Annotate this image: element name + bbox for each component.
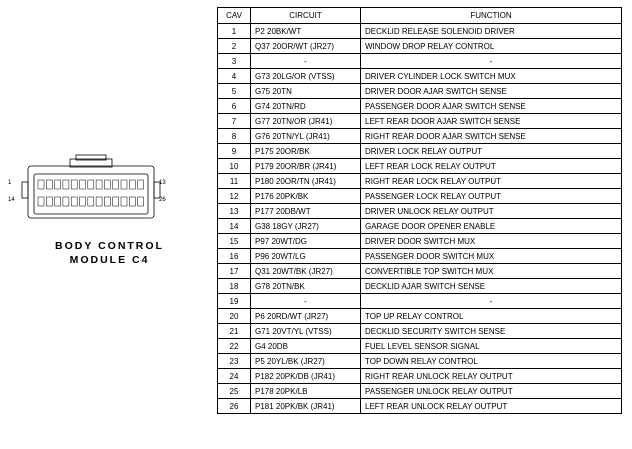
function-cell: LEFT REAR DOOR AJAR SWITCH SENSE [361, 114, 622, 129]
function-cell: - [361, 54, 622, 69]
function-cell: RIGHT REAR LOCK RELAY OUTPUT [361, 174, 622, 189]
circuit-cell: G77 20TN/OR (JR41) [251, 114, 361, 129]
connector-cavity [121, 197, 127, 206]
cav-cell: 4 [218, 69, 251, 84]
header-cav: CAV [218, 8, 251, 24]
cav-cell: 18 [218, 279, 251, 294]
function-cell: PASSENGER UNLOCK RELAY OUTPUT [361, 384, 622, 399]
cav-cell: 17 [218, 264, 251, 279]
table-row [218, 24, 622, 39]
caption-line-1: BODY CONTROL [55, 240, 164, 252]
table-row [218, 249, 622, 264]
connector-cavity [104, 197, 110, 206]
circuit-cell: G73 20LG/OR (VTSS) [251, 69, 361, 84]
connector-cavity [96, 197, 102, 206]
cav-cell: 19 [218, 294, 251, 309]
table-row [218, 234, 622, 249]
connector-cavity [96, 180, 102, 189]
function-cell: GARAGE DOOR OPENER ENABLE [361, 219, 622, 234]
circuit-cell: Q37 20OR/WT (JR27) [251, 39, 361, 54]
circuit-cell: P96 20WT/LG [251, 249, 361, 264]
connector-cavity [121, 180, 127, 189]
connector-cavity [46, 197, 52, 206]
table-row [218, 369, 622, 384]
circuit-cell: P6 20RD/WT (JR27) [251, 309, 361, 324]
table-row [218, 159, 622, 174]
cav-cell: 7 [218, 114, 251, 129]
function-cell: CONVERTIBLE TOP SWITCH MUX [361, 264, 622, 279]
table-row [218, 354, 622, 369]
cav-cell: 6 [218, 99, 251, 114]
cav-cell: 22 [218, 339, 251, 354]
table-row [218, 174, 622, 189]
pinout-table [217, 7, 622, 414]
header-circuit: CIRCUIT [251, 8, 361, 24]
circuit-cell: P180 20OR/TN (JR41) [251, 174, 361, 189]
connector-cavity [46, 180, 52, 189]
function-cell: LEFT REAR UNLOCK RELAY OUTPUT [361, 399, 622, 414]
cav-cell: 23 [218, 354, 251, 369]
pin-label-14: 14 [8, 197, 15, 203]
circuit-cell: P182 20PK/DB (JR41) [251, 369, 361, 384]
function-cell: DRIVER DOOR SWITCH MUX [361, 234, 622, 249]
connector-cavity [38, 197, 44, 206]
circuit-cell: G74 20TN/RD [251, 99, 361, 114]
cav-cell: 1 [218, 24, 251, 39]
function-cell: LEFT REAR LOCK RELAY OUTPUT [361, 159, 622, 174]
cav-cell: 3 [218, 54, 251, 69]
table-row [218, 384, 622, 399]
connector-cavity [113, 180, 119, 189]
cav-cell: 24 [218, 369, 251, 384]
circuit-cell: P179 20OR/BR (JR41) [251, 159, 361, 174]
table-row [218, 324, 622, 339]
cav-cell: 9 [218, 144, 251, 159]
table-row [218, 54, 622, 69]
circuit-cell: - [251, 294, 361, 309]
table-row [218, 219, 622, 234]
header-function: FUNCTION [361, 8, 622, 24]
connector-drawing [0, 150, 200, 220]
function-cell: DRIVER UNLOCK RELAY OUTPUT [361, 204, 622, 219]
function-cell: TOP DOWN RELAY CONTROL [361, 354, 622, 369]
circuit-cell: P97 20WT/DG [251, 234, 361, 249]
function-cell: - [361, 294, 622, 309]
function-cell: DECKLID RELEASE SOLENOID DRIVER [361, 24, 622, 39]
cav-cell: 5 [218, 84, 251, 99]
connector-cavity [88, 180, 94, 189]
circuit-cell: P2 20BK/WT [251, 24, 361, 39]
circuit-cell: Q31 20WT/BK (JR27) [251, 264, 361, 279]
table-row [218, 309, 622, 324]
connector-caption [22, 239, 197, 267]
table-row [218, 204, 622, 219]
pin-label-1: 1 [8, 180, 12, 186]
table-row [218, 84, 622, 99]
connector-cavity [104, 180, 110, 189]
function-cell: PASSENGER DOOR AJAR SWITCH SENSE [361, 99, 622, 114]
table-body [218, 24, 622, 414]
function-cell: FUEL LEVEL SENSOR SIGNAL [361, 339, 622, 354]
function-cell: RIGHT REAR UNLOCK RELAY OUTPUT [361, 369, 622, 384]
connector-cavity [63, 180, 69, 189]
function-cell: RIGHT REAR DOOR AJAR SWITCH SENSE [361, 129, 622, 144]
cav-cell: 11 [218, 174, 251, 189]
cav-cell: 12 [218, 189, 251, 204]
function-cell: DRIVER LOCK RELAY OUTPUT [361, 144, 622, 159]
connector-cavity [80, 197, 86, 206]
table-header-row [218, 8, 622, 24]
table-row [218, 99, 622, 114]
table-row [218, 69, 622, 84]
connector-cavity [38, 180, 44, 189]
cav-cell: 21 [218, 324, 251, 339]
table-row [218, 399, 622, 414]
function-cell: TOP UP RELAY CONTROL [361, 309, 622, 324]
function-cell: DECKLID AJAR SWITCH SENSE [361, 279, 622, 294]
function-cell: WINDOW DROP RELAY CONTROL [361, 39, 622, 54]
table-row [218, 264, 622, 279]
cav-cell: 20 [218, 309, 251, 324]
cav-cell: 8 [218, 129, 251, 144]
cav-cell: 13 [218, 204, 251, 219]
circuit-cell: G71 20VT/YL (VTSS) [251, 324, 361, 339]
cav-cell: 26 [218, 399, 251, 414]
cav-cell: 16 [218, 249, 251, 264]
cav-cell: 2 [218, 39, 251, 54]
circuit-cell: G76 20TN/YL (JR41) [251, 129, 361, 144]
function-cell: PASSENGER DOOR SWITCH MUX [361, 249, 622, 264]
pin-label-13: 13 [159, 180, 166, 186]
table-row [218, 294, 622, 309]
table-row [218, 144, 622, 159]
circuit-cell: P178 20PK/LB [251, 384, 361, 399]
circuit-cell: G78 20TN/BK [251, 279, 361, 294]
connector-cavity [71, 197, 77, 206]
connector-cavity [63, 197, 69, 206]
table-row [218, 129, 622, 144]
connector-cavity [55, 197, 61, 206]
circuit-cell: - [251, 54, 361, 69]
table-row [218, 189, 622, 204]
cav-cell: 25 [218, 384, 251, 399]
function-cell: DRIVER CYLINDER LOCK SWITCH MUX [361, 69, 622, 84]
caption-line-2: MODULE C4 [69, 254, 150, 266]
pin-label-26: 26 [159, 197, 166, 203]
circuit-cell: P5 20YL/BK (JR27) [251, 354, 361, 369]
function-cell: DECKLID SECURITY SWITCH SENSE [361, 324, 622, 339]
circuit-cell: P176 20PK/BK [251, 189, 361, 204]
cav-cell: 14 [218, 219, 251, 234]
circuit-cell: G75 20TN [251, 84, 361, 99]
table-row [218, 339, 622, 354]
circuit-cell: G4 20DB [251, 339, 361, 354]
connector-cavity [129, 180, 135, 189]
table-row [218, 279, 622, 294]
table-row [218, 39, 622, 54]
connector-cavity [71, 180, 77, 189]
connector-cavity [129, 197, 135, 206]
connector-cavity [113, 197, 119, 206]
connector-diagram [0, 150, 200, 220]
connector-cavity [88, 197, 94, 206]
connector-cavity [55, 180, 61, 189]
circuit-cell: P177 20DB/WT [251, 204, 361, 219]
cav-cell: 15 [218, 234, 251, 249]
circuit-cell: P175 20OR/BK [251, 144, 361, 159]
circuit-cell: G38 18GY (JR27) [251, 219, 361, 234]
connector-cavity [138, 180, 144, 189]
table-row [218, 114, 622, 129]
connector-cavity [80, 180, 86, 189]
function-cell: PASSENGER LOCK RELAY OUTPUT [361, 189, 622, 204]
cav-cell: 10 [218, 159, 251, 174]
connector-cavity [138, 197, 144, 206]
function-cell: DRIVER DOOR AJAR SWITCH SENSE [361, 84, 622, 99]
circuit-cell: P181 20PK/BK (JR41) [251, 399, 361, 414]
